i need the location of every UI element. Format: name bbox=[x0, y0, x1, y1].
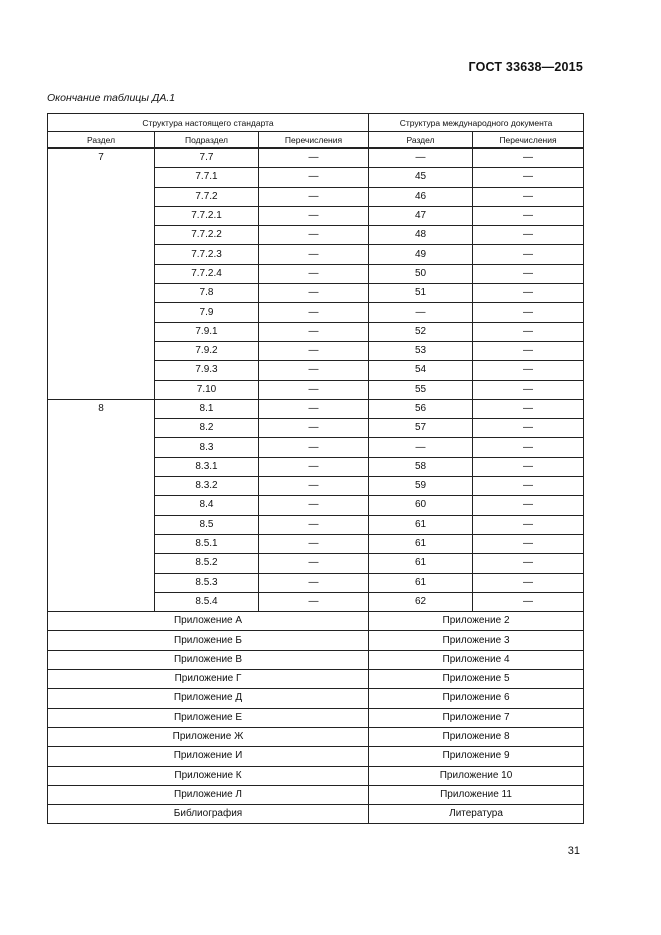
appendix-own-cell: Приложение И bbox=[48, 747, 369, 766]
appendix-own-cell: Приложение Е bbox=[48, 708, 369, 727]
header-row-groups bbox=[48, 114, 584, 132]
enumeration-cell: — bbox=[259, 573, 369, 592]
correspondence-table bbox=[47, 113, 584, 824]
subsection-cell: 7.9.1 bbox=[155, 322, 259, 341]
appendix-row bbox=[48, 747, 584, 766]
subsection-cell: 7.7.2.2 bbox=[155, 226, 259, 245]
subsection-cell: 7.7 bbox=[155, 148, 259, 168]
appendix-own-cell: Приложение А bbox=[48, 612, 369, 631]
page-number: 31 bbox=[567, 845, 580, 857]
subsection-cell: 8.3.1 bbox=[155, 457, 259, 476]
enumeration-cell: — bbox=[259, 554, 369, 573]
intl-enumeration-cell: — bbox=[473, 226, 584, 245]
intl-enumeration-cell: — bbox=[473, 573, 584, 592]
subsection-cell: 8.5.3 bbox=[155, 573, 259, 592]
appendix-own-cell: Приложение Г bbox=[48, 670, 369, 689]
intl-enumeration-cell: — bbox=[473, 341, 584, 360]
enumeration-cell: — bbox=[259, 284, 369, 303]
intl-section-cell: 61 bbox=[369, 515, 473, 534]
intl-section-cell: — bbox=[369, 303, 473, 322]
appendix-intl-cell: Приложение 8 bbox=[369, 727, 584, 746]
intl-enumeration-cell: — bbox=[473, 419, 584, 438]
header-section: Раздел bbox=[48, 132, 155, 149]
subsection-cell: 8.4 bbox=[155, 496, 259, 515]
header-intl-enumerations: Перечисления bbox=[473, 132, 584, 149]
intl-section-cell: 46 bbox=[369, 187, 473, 206]
table-row bbox=[48, 148, 584, 168]
enumeration-cell: — bbox=[259, 187, 369, 206]
enumeration-cell: — bbox=[259, 534, 369, 553]
intl-section-cell: 60 bbox=[369, 496, 473, 515]
section-cell: 8 bbox=[48, 399, 155, 611]
enumeration-cell: — bbox=[259, 341, 369, 360]
appendix-intl-cell: Приложение 11 bbox=[369, 785, 584, 804]
enumeration-cell: — bbox=[259, 245, 369, 264]
intl-enumeration-cell: — bbox=[473, 322, 584, 341]
appendix-row bbox=[48, 766, 584, 785]
subsection-cell: 7.9 bbox=[155, 303, 259, 322]
appendix-row bbox=[48, 631, 584, 650]
appendix-own-cell: Библиография bbox=[48, 805, 369, 824]
intl-enumeration-cell: — bbox=[473, 515, 584, 534]
intl-section-cell: — bbox=[369, 148, 473, 168]
appendix-own-cell: Приложение В bbox=[48, 650, 369, 669]
subsection-cell: 8.3 bbox=[155, 438, 259, 457]
header-intl-structure: Структура международного документа bbox=[369, 114, 584, 132]
enumeration-cell: — bbox=[259, 168, 369, 187]
subsection-cell: 7.7.2 bbox=[155, 187, 259, 206]
intl-enumeration-cell: — bbox=[473, 496, 584, 515]
intl-section-cell: 59 bbox=[369, 477, 473, 496]
intl-enumeration-cell: — bbox=[473, 361, 584, 380]
enumeration-cell: — bbox=[259, 457, 369, 476]
appendix-own-cell: Приложение К bbox=[48, 766, 369, 785]
subsection-cell: 8.3.2 bbox=[155, 477, 259, 496]
intl-section-cell: 50 bbox=[369, 264, 473, 283]
enumeration-cell: — bbox=[259, 477, 369, 496]
appendix-row bbox=[48, 689, 584, 708]
enumeration-cell: — bbox=[259, 206, 369, 225]
appendix-intl-cell: Приложение 7 bbox=[369, 708, 584, 727]
appendix-row bbox=[48, 612, 584, 631]
subsection-cell: 7.8 bbox=[155, 284, 259, 303]
intl-enumeration-cell: — bbox=[473, 380, 584, 399]
subsection-cell: 8.2 bbox=[155, 419, 259, 438]
intl-enumeration-cell: — bbox=[473, 303, 584, 322]
enumeration-cell: — bbox=[259, 419, 369, 438]
table-row bbox=[48, 399, 584, 418]
subsection-cell: 8.1 bbox=[155, 399, 259, 418]
appendix-own-cell: Приложение Д bbox=[48, 689, 369, 708]
intl-enumeration-cell: — bbox=[473, 168, 584, 187]
appendix-intl-cell: Литература bbox=[369, 805, 584, 824]
intl-enumeration-cell: — bbox=[473, 592, 584, 611]
enumeration-cell: — bbox=[259, 361, 369, 380]
appendix-row bbox=[48, 785, 584, 804]
intl-enumeration-cell: — bbox=[473, 148, 584, 168]
intl-enumeration-cell: — bbox=[473, 554, 584, 573]
intl-section-cell: 61 bbox=[369, 573, 473, 592]
intl-section-cell: 58 bbox=[369, 457, 473, 476]
enumeration-cell: — bbox=[259, 592, 369, 611]
intl-enumeration-cell: — bbox=[473, 187, 584, 206]
enumeration-cell: — bbox=[259, 399, 369, 418]
enumeration-cell: — bbox=[259, 380, 369, 399]
intl-section-cell: 57 bbox=[369, 419, 473, 438]
intl-enumeration-cell: — bbox=[473, 457, 584, 476]
appendix-row bbox=[48, 727, 584, 746]
subsection-cell: 8.5.4 bbox=[155, 592, 259, 611]
intl-section-cell: 55 bbox=[369, 380, 473, 399]
subsection-cell: 7.10 bbox=[155, 380, 259, 399]
enumeration-cell: — bbox=[259, 322, 369, 341]
enumeration-cell: — bbox=[259, 148, 369, 168]
appendix-intl-cell: Приложение 4 bbox=[369, 650, 584, 669]
enumeration-cell: — bbox=[259, 226, 369, 245]
appendix-own-cell: Приложение Л bbox=[48, 785, 369, 804]
subsection-cell: 7.7.1 bbox=[155, 168, 259, 187]
enumeration-cell: — bbox=[259, 496, 369, 515]
subsection-cell: 7.9.2 bbox=[155, 341, 259, 360]
intl-section-cell: 62 bbox=[369, 592, 473, 611]
appendix-row bbox=[48, 650, 584, 669]
subsection-cell: 7.7.2.4 bbox=[155, 264, 259, 283]
subsection-cell: 7.7.2.3 bbox=[155, 245, 259, 264]
appendix-intl-cell: Приложение 5 bbox=[369, 670, 584, 689]
appendix-intl-cell: Приложение 6 bbox=[369, 689, 584, 708]
intl-enumeration-cell: — bbox=[473, 399, 584, 418]
intl-section-cell: 52 bbox=[369, 322, 473, 341]
appendix-intl-cell: Приложение 2 bbox=[369, 612, 584, 631]
header-own-structure: Структура настоящего стандарта bbox=[48, 114, 369, 132]
intl-section-cell: — bbox=[369, 438, 473, 457]
enumeration-cell: — bbox=[259, 438, 369, 457]
intl-section-cell: 61 bbox=[369, 554, 473, 573]
appendix-row bbox=[48, 805, 584, 824]
intl-section-cell: 53 bbox=[369, 341, 473, 360]
appendix-intl-cell: Приложение 10 bbox=[369, 766, 584, 785]
intl-section-cell: 47 bbox=[369, 206, 473, 225]
intl-enumeration-cell: — bbox=[473, 264, 584, 283]
section-cell: 7 bbox=[48, 148, 155, 399]
intl-enumeration-cell: — bbox=[473, 477, 584, 496]
subsection-cell: 8.5.1 bbox=[155, 534, 259, 553]
intl-section-cell: 45 bbox=[369, 168, 473, 187]
intl-enumeration-cell: — bbox=[473, 206, 584, 225]
intl-section-cell: 51 bbox=[369, 284, 473, 303]
header-enumerations: Перечисления bbox=[259, 132, 369, 149]
intl-section-cell: 48 bbox=[369, 226, 473, 245]
table-caption: Окончание таблицы ДА.1 bbox=[47, 92, 176, 104]
appendix-row bbox=[48, 708, 584, 727]
header-subsection: Подраздел bbox=[155, 132, 259, 149]
intl-enumeration-cell: — bbox=[473, 245, 584, 264]
intl-enumeration-cell: — bbox=[473, 284, 584, 303]
appendix-row bbox=[48, 670, 584, 689]
appendix-own-cell: Приложение Ж bbox=[48, 727, 369, 746]
subsection-cell: 8.5 bbox=[155, 515, 259, 534]
subsection-cell: 8.5.2 bbox=[155, 554, 259, 573]
header-row-columns bbox=[48, 132, 584, 149]
intl-section-cell: 56 bbox=[369, 399, 473, 418]
intl-enumeration-cell: — bbox=[473, 534, 584, 553]
intl-section-cell: 54 bbox=[369, 361, 473, 380]
document-id: ГОСТ 33638—2015 bbox=[468, 60, 583, 74]
subsection-cell: 7.7.2.1 bbox=[155, 206, 259, 225]
subsection-cell: 7.9.3 bbox=[155, 361, 259, 380]
appendix-intl-cell: Приложение 9 bbox=[369, 747, 584, 766]
enumeration-cell: — bbox=[259, 264, 369, 283]
appendix-own-cell: Приложение Б bbox=[48, 631, 369, 650]
intl-section-cell: 49 bbox=[369, 245, 473, 264]
header-intl-section: Раздел bbox=[369, 132, 473, 149]
enumeration-cell: — bbox=[259, 303, 369, 322]
appendix-intl-cell: Приложение 3 bbox=[369, 631, 584, 650]
intl-section-cell: 61 bbox=[369, 534, 473, 553]
intl-enumeration-cell: — bbox=[473, 438, 584, 457]
enumeration-cell: — bbox=[259, 515, 369, 534]
